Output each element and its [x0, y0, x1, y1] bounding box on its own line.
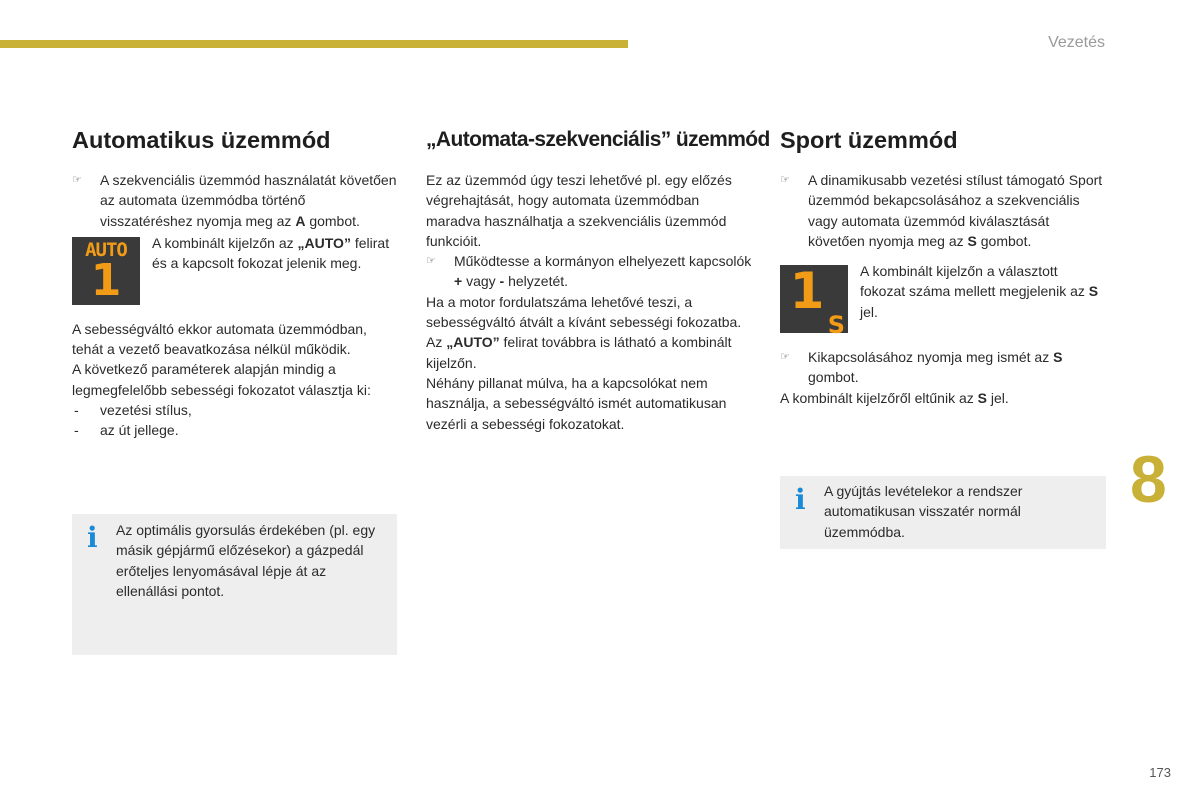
- page-number: 173: [1149, 765, 1171, 780]
- heading-auto-sequential-mode: „Automata-szekvenciális” üzemmód: [426, 128, 770, 151]
- info-text: Az optimális gyorsulás érdekében (pl. egy másik gépjármű előzésekor) a gázpedál erőteljes lenyomásával lépje át az ellenállási pontot.: [116, 522, 376, 599]
- section-label: Vezetés: [1048, 34, 1105, 51]
- auto-display-icon: AUTO 1: [72, 237, 140, 305]
- arrow-bullet-icon: ☞: [72, 174, 82, 186]
- body-paragraph: A sebességváltó ekkor automata üzemmódban, tehát a vezető beavatkozása nélkül működik.: [72, 320, 367, 358]
- header-accent-bar: [0, 40, 628, 48]
- display-note: [72, 234, 398, 306]
- instruction-bullet: ☞ Működtesse a kormányon elhelyezett kapcsolók + vagy - helyzetét.: [426, 253, 752, 290]
- column-sport-mode: [780, 120, 1106, 408]
- body-paragraph: Ha a motor fordulatszáma lehetővé teszi, a sebességváltó átvált a kívánt sebességi fokozatba. Az „AUTO” felirat továbbra is látható a kombinált kijelzőn.: [426, 293, 742, 371]
- info-box-ignition: [780, 476, 1106, 549]
- arrow-bullet-icon: ☞: [426, 255, 436, 268]
- instruction-bullet: ☞ A szekvenciális üzemmód használatát követően az automata üzemmódba történő visszatéréshez nyomja meg az A gombot.: [72, 172, 397, 229]
- instruction-bullet: ☞ Kikapcsolásához nyomja meg ismét az S gombot.: [780, 349, 1063, 386]
- arrow-bullet-icon: ☞: [780, 174, 790, 186]
- display-note-text: A kombinált kijelzőn az „AUTO” felirat és a kapcsolt fokozat jelenik meg.: [152, 234, 390, 272]
- body-paragraph: A következő paraméterek alapján mindig a legmegfelelőbb sebességi fokozatot választja ki:: [72, 361, 371, 398]
- arrow-bullet-icon: ☞: [780, 351, 790, 364]
- column-auto-sequential-mode: [426, 120, 770, 434]
- heading-automatic-mode: Automatikus üzemmód: [72, 127, 331, 153]
- info-text: A gyújtás levételekor a rendszer automatikusan visszatér normál üzemmódba.: [824, 483, 1023, 540]
- heading-sport-mode: Sport üzemmód: [780, 127, 958, 153]
- instruction-bullet: ☞ A dinamikusabb vezetési stílust támogató Sport üzemmód bekapcsolásához a szekvenciális vagy automata üzemmód kiválasztását követően nyomja meg az S gombot.: [780, 172, 1103, 249]
- list-item: - az út jellege.: [74, 422, 179, 439]
- list-item: - vezetési stílus,: [74, 402, 192, 419]
- info-box-acceleration: [72, 514, 397, 655]
- column-automatic-mode: [72, 120, 398, 441]
- body-paragraph: Ez az üzemmód úgy teszi lehetővé pl. egy előzés végrehajtását, hogy automata üzemmódban maradva használhatja a szekvenciális üzemmód funkcióit.: [426, 172, 732, 249]
- info-icon: i: [795, 483, 806, 516]
- body-paragraph: Néhány pillanat múlva, ha a kapcsolókat nem használja, a sebességváltó ismét automatikusan vezérli a sebességi fokozatokat.: [426, 374, 727, 432]
- chapter-number: 8: [1130, 442, 1167, 516]
- body-paragraph: A kombinált kijelzőről eltűnik az S jel.: [780, 389, 1009, 406]
- display-note: [780, 262, 1106, 339]
- sport-display-icon: 1 S: [780, 265, 848, 333]
- info-icon: i: [87, 521, 98, 554]
- display-note-text: A kombinált kijelzőn a választott fokozat száma mellett megjelenik az S jel.: [860, 263, 1099, 320]
